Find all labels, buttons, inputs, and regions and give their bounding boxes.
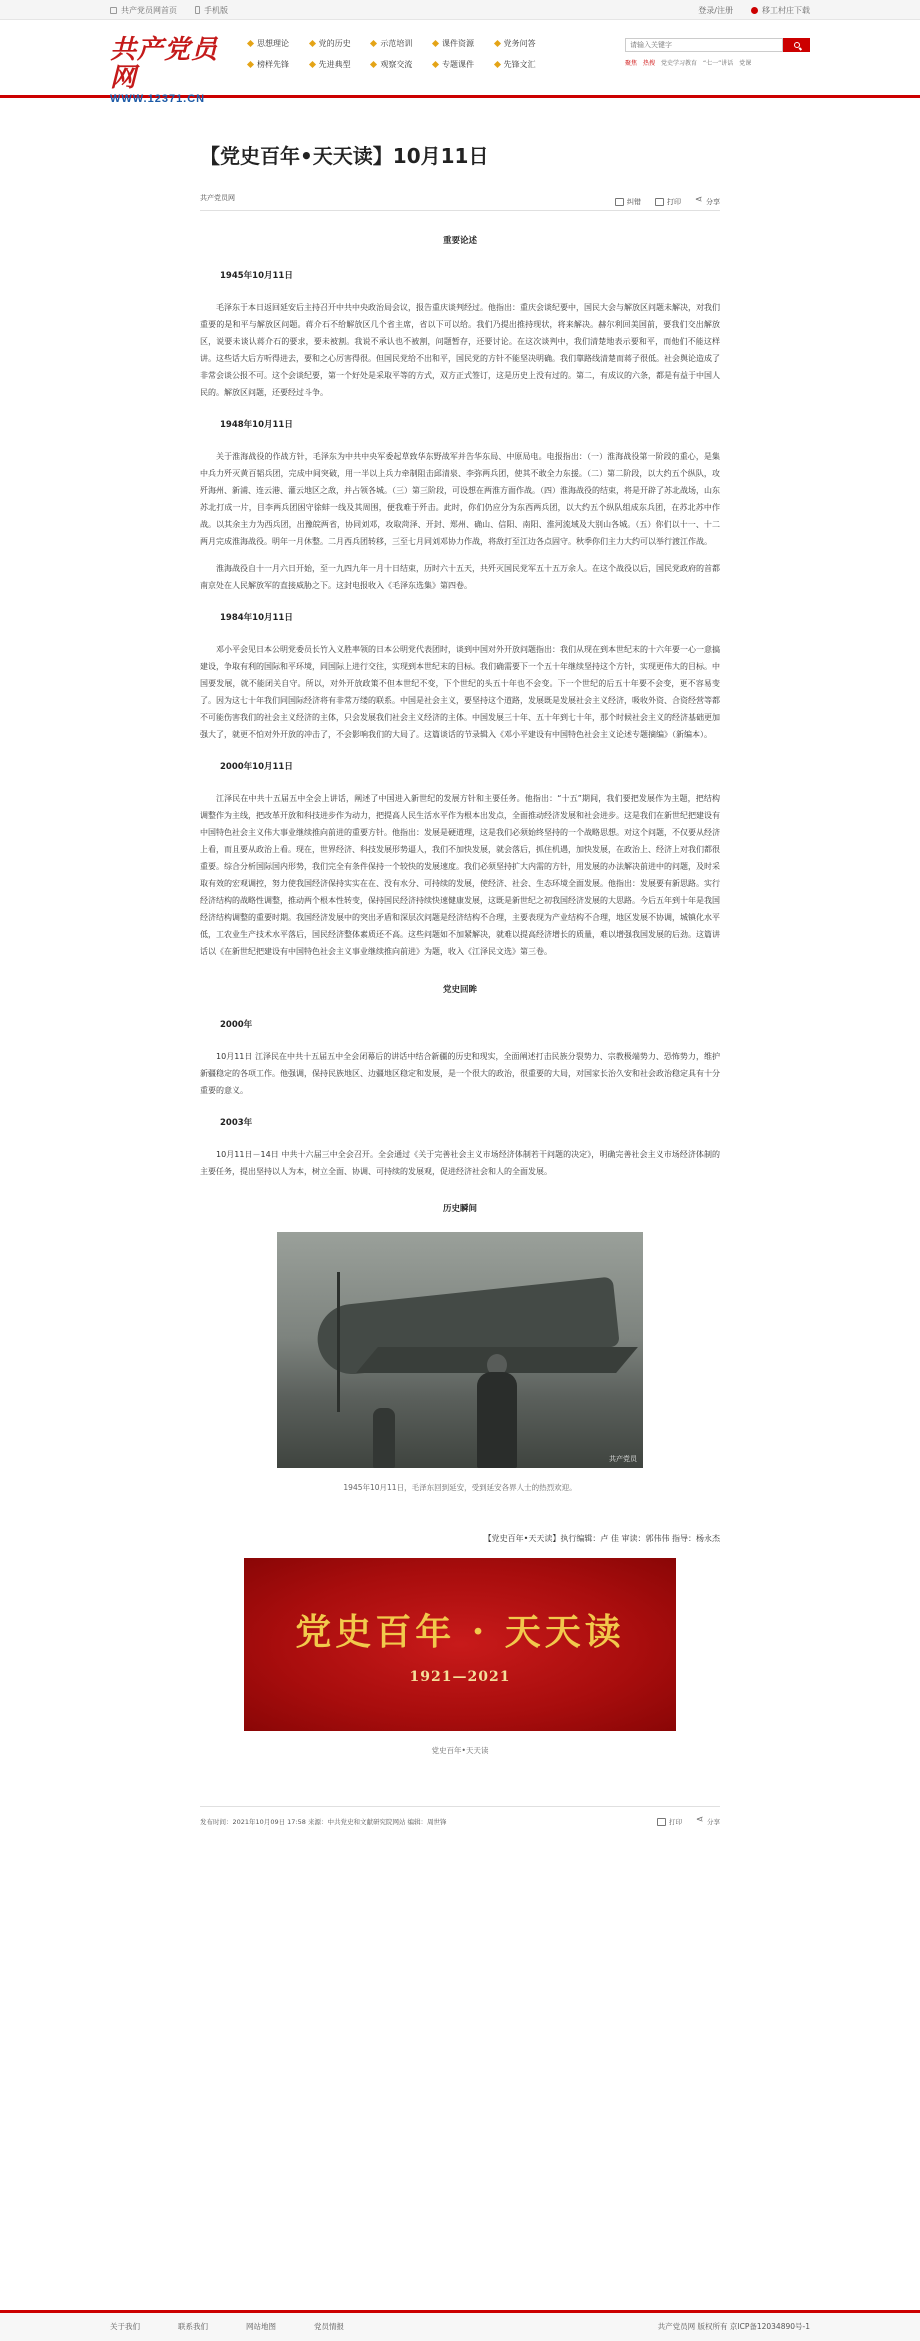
footer-link[interactable]: 关于我们 <box>110 2321 140 2331</box>
publish-info: 发布时间：2021年10月09日 17:58 来源：中共党史和文献研究院网站 编辑：周世锋 <box>200 1818 447 1826</box>
banner-caption: 党史百年•天天读 <box>431 1746 489 1755</box>
nav-item <box>556 59 618 70</box>
nav-item <box>556 38 618 49</box>
nav-item[interactable]: 观察交流 <box>371 59 433 70</box>
mobile-link[interactable]: 手机版 <box>195 5 228 16</box>
paragraph: 10月11日 江泽民在中共十五届五中全会闭幕后的讲话中结合新疆的历史和现实，全面阐述打击民族分裂势力、宗教极端势力、恐怖势力，维护新疆稳定的各项工作。他强调，保持民族地区、边疆地区稳定和发展，是一个很大的政治，很重要的大局，对国家长治久安和社会政治稳定具有十分重要的意义。 <box>200 1052 720 1095</box>
series-banner <box>244 1558 676 1731</box>
share-button[interactable]: ⋖ 分享 <box>695 193 720 210</box>
hot-word-link[interactable]: 党史学习教育 <box>661 60 698 67</box>
hot-word-link[interactable]: 党课 <box>739 60 752 67</box>
history-photo <box>277 1232 643 1468</box>
date-heading: 1945年10月11日 <box>220 271 293 281</box>
section-heading: 党史回眸 <box>442 985 477 995</box>
section-heading: 历史瞬间 <box>442 1204 477 1214</box>
photo-watermark: 共产党员 <box>609 1455 637 1463</box>
main-nav <box>248 38 618 70</box>
date-heading: 1948年10月11日 <box>220 420 293 430</box>
hot-word-link[interactable]: “七一”讲话 <box>703 60 734 67</box>
home-icon <box>110 7 117 14</box>
article-body <box>200 233 720 1180</box>
nav-item[interactable]: 榜样先锋 <box>248 59 310 70</box>
bullet-icon <box>432 61 439 68</box>
bullet-icon <box>494 40 501 47</box>
paragraph: 邓小平会见日本公明党委员长竹入义胜率领的日本公明党代表团时，谈到中国对外开放问题指出：我们从现在到本世纪末的十六年要一心一意搞建设，争取有利的国际和平环境，同国际上进行交往，实现到本世纪末的目标。我们确需要下一个五十年继续坚持这个方针，实现更伟大的目标。中国要发展，就不能闭关自守。所以，对外开放政策不但本世纪不变，下个世纪的头五十年也不会变。下一个世纪的后五十年要不会变，更不容易变了。因为这七十年我们同国际经济将有非常万缕的联系。中国是社会主义，要坚持这个道路，发展既是发展社会主义经济，吸收外资、合资经营等都不可能伤害我们的社会主义经济的主体，只会发展我们社会主义经济的主体。中国发展三十年、五十年到七十年，那个时候社会主义的经济基础更加强大了，就更不怕对外开放的冲击了，不会影响我们的大局了。这篇谈话的节录辑入《邓小平建设有中国特色社会主义论述专题摘编》（新编本）。 <box>200 645 720 739</box>
nav-item[interactable]: 党务问答 <box>495 38 557 49</box>
nav-item[interactable]: 课件资源 <box>433 38 495 49</box>
section-heading: 重要论述 <box>442 236 477 246</box>
history-moment <box>200 1202 720 1493</box>
logo-text: 共产党员网 <box>110 35 219 93</box>
print-button-bottom[interactable]: 打印 <box>657 1817 682 1826</box>
bullet-icon <box>247 61 254 68</box>
paragraph: 毛泽东于本日返回延安后主持召开中共中央政治局会议，报告重庆谈判经过。他指出：重庆会谈纪要中，国民大会与解放区问题未解决，对我们重要的是和平与解放区问题。蒋介石不给解放区几个省主席，省以下可以给。我们乃提出推持现状，将来解决。赫尔利回美国前，要我们交出解放区，说要未谈认蒋介石的要求，要未被割。我说不承认也不被割，问题暂存，还要讨论。在这次谈判中，我们清楚地表示要和平，而他们不能这样讲。这些话大后方听得进去，要和之心厉害得很。但国民党给不出和平，国民党的方针不能坚决明确。我们靠路线清楚而蒋子很低。社会舆论造成了非常会谈公报不可。这个会谈纪要，第一个好处是采取平等的方式，双方正式签订，这是历史上没有过的。第二，有成议的六条，都是有益于中国人民的。解放区问题，还要经过斗争。 <box>200 303 720 397</box>
app-download-link[interactable]: 移工村庄下载 <box>751 5 810 16</box>
paragraph: 10月11日－14日 中共十六届三中全会召开。全会通过《关于完善社会主义市场经济体制若干问题的决定》，明确完善社会主义市场经济体制的主要任务，提出坚持以人为本，树立全面、协调、可持续的发展观，促进经济社会和人的全面发展。 <box>200 1150 720 1176</box>
search-button[interactable] <box>783 38 810 52</box>
bullet-icon <box>432 40 439 47</box>
hot-word-link[interactable]: 热搜 <box>643 60 656 67</box>
nav-item[interactable]: 先锋文汇 <box>495 59 557 70</box>
hot-words <box>625 58 810 67</box>
phone-icon <box>195 6 200 14</box>
share-button-bottom[interactable]: ⋖ 分享 <box>696 1817 720 1826</box>
date-heading: 2000年10月11日 <box>220 762 293 772</box>
copyright: 共产党员网 版权所有 京ICP备12034890号-1 <box>657 2321 810 2331</box>
search-input[interactable] <box>625 38 783 52</box>
login-link[interactable]: 登录/注册 <box>698 5 733 15</box>
date-heading: 2000年 <box>220 1020 253 1030</box>
site-footer <box>0 2310 920 2341</box>
paragraph: 淮海战役自十一月六日开始，至一九四九年一月十日结束，历时六十五天，共歼灭国民党军五十五万余人。在这个战役以后，国民党政府的首都南京处在人民解放军的直接威胁之下。这封电报收入《毛泽东选集》第四卷。 <box>200 564 720 590</box>
search-box <box>625 38 810 67</box>
download-icon <box>751 7 758 14</box>
footer-link[interactable]: 网站地图 <box>246 2321 276 2331</box>
printer-icon <box>657 1818 666 1826</box>
article-meta <box>200 193 720 211</box>
logo-url: WWW.12371.CN <box>110 93 206 105</box>
nav-item[interactable]: 示范培训 <box>371 38 433 49</box>
hot-word-link[interactable]: 聚焦 <box>625 60 638 67</box>
bullet-icon <box>494 61 501 68</box>
bullet-icon <box>309 40 316 47</box>
bullet-icon <box>309 61 316 68</box>
printer-icon <box>655 198 664 206</box>
nav-item[interactable]: 先进典型 <box>310 59 372 70</box>
home-link[interactable]: 共产党员网首页 <box>110 5 177 16</box>
banner-years: 1921—2021 <box>409 1669 511 1685</box>
print-button[interactable]: 打印 <box>655 193 681 210</box>
footer-links <box>110 2321 344 2332</box>
top-bar <box>0 0 920 20</box>
bullet-icon <box>370 40 377 47</box>
footer-link[interactable]: 党员情报 <box>314 2321 344 2331</box>
page-title: 【党史百年•天天读】10月11日 <box>200 144 489 168</box>
nav-item[interactable]: 党的历史 <box>310 38 372 49</box>
site-header <box>0 20 920 105</box>
bullet-icon <box>247 40 254 47</box>
footer-link[interactable]: 联系我们 <box>178 2321 208 2331</box>
site-logo[interactable] <box>110 35 230 105</box>
banner-title: 党史百年 · 天天读 <box>295 1611 625 1653</box>
nav-item[interactable]: 专题课件 <box>433 59 495 70</box>
article-footer-meta <box>200 1806 720 1826</box>
edit-icon <box>615 198 624 206</box>
paragraph: 关于淮海战役的作战方针，毛泽东为中共中央军委起草致华东野战军并告华东局、中原局电。电报指出：（一）淮海战役第一阶段的重心，是集中兵力歼灭黄百韬兵团，完成中间突破，用一半以上兵力牵制阻击邱清泉、李弥两兵团，使其不敢全力东援。（二）第二阶段，以大约五个纵队，攻歼海州、新浦、连云港、灌云地区之敌，并占领各城。（三）第三阶段，可设想在两淮方面作战。（四）淮海战役的结束，将是开辟了苏北战场，山东苏北打成一片，目李两兵团困守徐蚌一线及其周围，便我难于歼击。此时，你们仍应分为东西两兵团，以大约五个纵队组成东兵团，在苏北苏中作战。以其余主力为西兵团，出豫皖两省，协同刘邓，攻取菏泽、开封、郑州、确山、信阳、南阳、淮河流域及大别山各城。（五）你们以十一、十二两月完成淮海战役。明年一月休整。二月西兵团转移，三至七月同刘邓协力作战，将敌打至江边各点固守。秋季你们主力大约可以举行渡江作战。 <box>200 452 720 546</box>
editor-credits: 【党史百年•天天读】执行编辑：卢 佳 审读：郭伟伟 指导：杨永杰 <box>483 1534 720 1543</box>
date-heading: 2003年 <box>220 1118 253 1128</box>
date-heading: 1984年10月11日 <box>220 613 293 623</box>
share-icon <box>695 198 703 206</box>
article <box>200 140 720 1826</box>
share-icon <box>696 1818 704 1826</box>
bullet-icon <box>370 61 377 68</box>
paragraph: 江泽民在中共十五届五中全会上讲话，阐述了中国进入新世纪的发展方针和主要任务。他指出：“十五”期间，我们要把发展作为主题，把结构调整作为主线，把改革开放和科技进步作为动力，把提高人民生活水平作为根本出发点，全面推动经济发展和社会进步。这是我们在新世纪把建设有中国特色社会主义伟大事业继续推向前进的重要方针。他指出：发展是硬道理，这是我们必须始终坚持的一个战略思想。对这个问题，不仅要从经济上看，而且要从政治上看。现在，世界经济、科技发展形势逼人，我们不加快发展，就会落后，抓住机遇，加快发展，在政治上、经济上对我们都很重要。综合分析国际国内形势，我们完全有条件保持一个较快的发展速度。我们必须坚持扩大内需的方针，用发展的办法解决前进中的问题，及时采取有效的宏观调控，努力使我国经济保持实实在在、没有水分、可持续的发展，使经济、社会、生态环境全面发展。他指出：发展要有新思路。实行经济结构的战略性调整，推动两个根本性转变，保持国民经济持续快速健康发展，这既是新世纪之初我国经济发展的大思路。今后五年到十年是我国经济结构调整的重要时期。我国经济发展中的突出矛盾和深层次问题是经济结构不合理，主要表现为产业结构不合理，地区发展不协调，城镇化水平低，工农业生产技术水平落后，国民经济整体素质还不高。这些问题如不加紧解决，就难以提高经济增长的质量，难以增强我国发展的后劲。这篇讲话以《在新世纪把建设有中国特色社会主义事业继续推向前进》为题，收入《江泽民文选》第三卷。 <box>200 794 720 956</box>
nav-item[interactable]: 思想理论 <box>248 38 310 49</box>
article-source: 共产党员网 <box>200 194 235 202</box>
photo-caption: 1945年10月11日，毛泽东回到延安，受到延安各界人士的热烈欢迎。 <box>343 1483 577 1492</box>
correct-button[interactable]: 纠错 <box>615 193 641 210</box>
search-icon <box>794 42 800 48</box>
